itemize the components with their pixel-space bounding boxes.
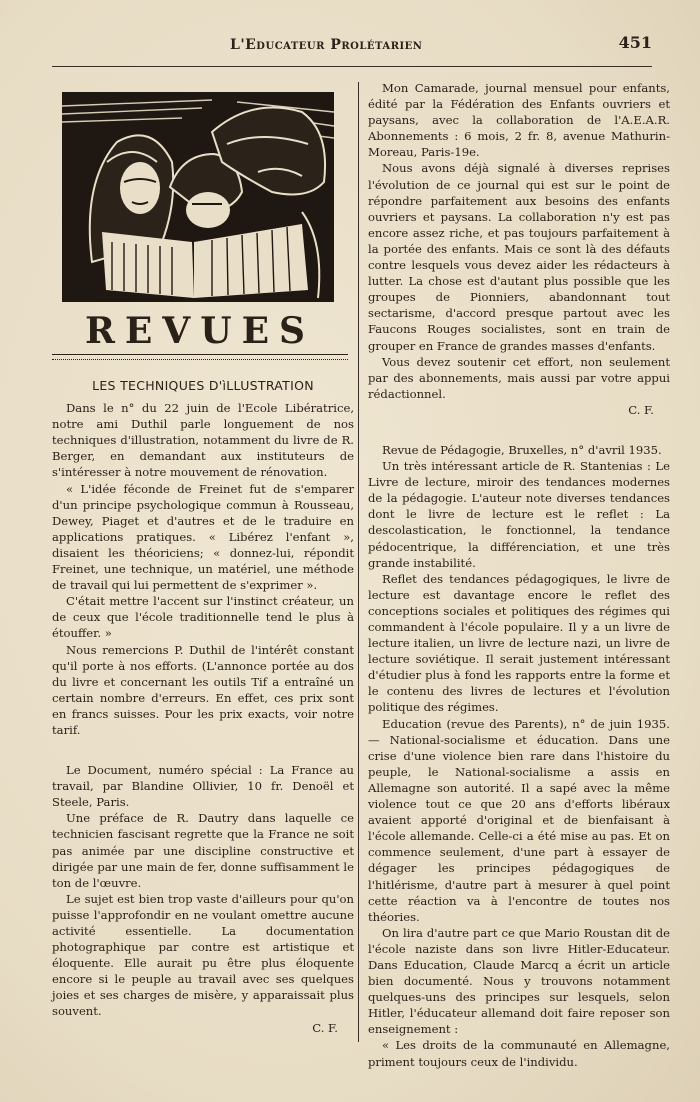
spacer	[52, 738, 354, 762]
paragraph: Reflet des tendances pédagogiques, le livre de lecture est davantage encore le reflet des conceptions sociales et politiques des régimes qui commandent à l'école populaire. Il y a un livre de lecture italien, un livre de lecture nazi, un livre de lecture soviétique. Il serait justement intéressant d'étudier plus à fond les rapports entre la forme et le contenu des livres de lectures et l'évolution politique des régimes.	[368, 571, 670, 715]
running-title: L'Educateur Prolétarien	[230, 37, 423, 53]
article-heading: LES TECHNIQUES D'ìLLUSTRATION	[92, 378, 314, 393]
right-column	[368, 80, 670, 1070]
paragraph: Un très intéressant article de R. Stantenias : Le Livre de lecture, miroir des tendances modernes de la pédagogie. L'auteur note diverses tendances dont le livre de lecture est le reflet : La descolastication, le fonctionnel, la tendance pédocentrique, la différenciation, et une très grande instabilité.	[368, 459, 670, 570]
review-intro: Le Document, numéro spécial : La France au travail, par Blandine Ollivier, 10 fr. Denoël et Steele, Paris.	[52, 763, 354, 810]
paragraph: C'était mettre l'accent sur l'instinct créateur, un de ceux que l'école traditionnelle tend le plus à étouffer. »	[52, 594, 354, 641]
signature: C. F.	[312, 1020, 338, 1035]
review-intro: Education (revue des Parents), n° de juin 1935. — National-socialisme et éducation. Dans une crise d'une violence bien rare dans l'histoire du peuple, le National-socialisme a assis en Allemagne son autorité. Il a sapé avec la même violence tout ce que 20 ans d'efforts libéraux avaient apporté d'original et de bienfaisant à l'école allemande. Celle-ci a été mise au pas. Et on commence seulement, d'une part à essayer de dégager les principes pédagogiques de l'hitlérisme, d'autre part à mesurer à quel point cette réaction va à l'encontre de toutes nos théories.	[368, 716, 670, 924]
paragraph: On lira d'autre part ce que Mario Roustan dit de l'école naziste dans son livre Hitler-Educateur. Dans Education, Claude Marcq a écrit un article bien documenté. Nous y trouvons notamment quelques-uns des principes sur lesquels, selon Hitler, l'éducateur allemand doit faire reposer son enseignement :	[368, 925, 670, 1037]
review-intro: Mon Camarade, journal mensuel pour enfants, édité par la Fédération des Enfants ouvriers et paysans, avec la collaboration de l'A.E.A.R. Abonnements : 6 mois, 2 fr. 8, avenue Mathurin-Moreau, Paris-19e.	[368, 81, 670, 160]
section-title-revues: REVUES	[84, 310, 316, 352]
paragraph: Vous devez soutenir cet effort, non seulement par des abonnements, mais aussi par votre appui rédactionnel.	[368, 354, 670, 401]
column-divider	[358, 82, 359, 1042]
woodcut-engraving-family-reading-icon	[62, 92, 334, 302]
paragraph: « Les droits de la communauté en Allemagne, priment toujours ceux de l'individu.	[368, 1038, 670, 1069]
signature: C. F.	[628, 402, 654, 417]
page-number: 451	[618, 33, 652, 52]
paragraph: Une préface de R. Dautry dans laquelle ce technicien fascisant regrette que la France ne soit pas animée par une discipline constructive et dirigée par une main de fer, donne suffisamment le ton de l'œuvre.	[52, 811, 354, 890]
paragraph: Le sujet est bien trop vaste d'ailleurs pour qu'on puisse l'approfondir en ne voulant omettre aucune activité essentielle. La documentation photographique par contre est artistique et éloquente. Elle aurait pu être plus éloquente encore si le peuple au travail avec ses quelques joies et ses charges de misère, y apparaissait plus souvent.	[52, 891, 354, 1019]
paragraph: Nous avons déjà signalé à diverses reprises l'évolution de ce journal qui est sur le point de répondre parfaitement aux besoins des enfants ouvriers et paysans. La collaboration n'y est pas encore assez riche, et pas toujours parfaitement à la portée des enfants. Mais ce sont là des défauts contre lesquels vous devez aider les rédacteurs à lutter. La chose est d'autant plus possible que les groupes de Pionniers, abandonnant tout sectarisme, d'accord presque partout avec les Faucons Rouges socialistes, sont en train de grouper en France de grandes masses d'enfants.	[368, 161, 670, 353]
page-header	[52, 30, 652, 67]
paragraph: Dans le n° du 22 juin de l'Ecole Libératrice, notre ami Duthil parle longuement de nos techniques d'illustration, notamment du livre de R. Berger, en demandant aux instituteurs de s'intéresser à notre mouvement de rénovation.	[52, 401, 354, 480]
title-rule	[52, 354, 348, 360]
spacer	[368, 418, 670, 442]
review-intro: Revue de Pédagogie, Bruxelles, n° d'avril 1935.	[382, 442, 662, 457]
paragraph: Nous remercions P. Duthil de l'intérêt constant qu'il porte à nos efforts. (L'annonce portée au dos du livre et concernant les outils Tif a entraîné un certain nombre d'erreurs. En effet, ces prix sont en francs suisses. Pour les prix exacts, voir notre tarif.	[52, 642, 354, 737]
paragraph: « L'idée féconde de Freinet fut de s'emparer d'un principe psychologique commun à Rousseau, Dewey, Piaget et d'autres et de le traduire en applications pratiques. « Libérez l'enfant », disaient les théoriciens; « donnez-lui, répondit Freinet, une technique, un matériel, une méthode de travail qui lui permettent de s'exprimer ».	[52, 481, 354, 593]
left-column	[52, 378, 354, 1036]
